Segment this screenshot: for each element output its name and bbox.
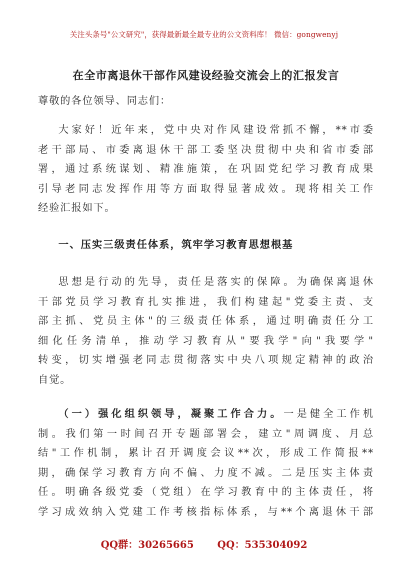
subheading-rest: 一是健全工作机 <box>283 409 374 420</box>
text-line: 干部党员学习教育扎实推进，我们构建起"党委主责、支 <box>38 296 374 308</box>
contact-footer <box>0 536 408 551</box>
text-line: 思想是行动的先导，责任是落实的保障。为确保离退休 <box>58 277 374 288</box>
paragraph-leadership <box>38 405 374 522</box>
text-line <box>38 405 374 425</box>
text-line: 自觉。 <box>38 374 72 386</box>
text-line: 经验汇报如下。 <box>38 203 116 214</box>
promo-banner: 关注头条号"公文研究"，获得最新最全最专业的公文资料库！ 微信：gongwenyj <box>69 30 339 39</box>
salutation <box>38 92 374 112</box>
paragraph-intro <box>38 121 374 219</box>
qq-number: QQ：535304092 <box>217 540 308 551</box>
text-line: 部主抓、党员主体"的三级责任体系，通过明确责任分工 <box>38 316 374 327</box>
section-heading-1 <box>38 236 374 256</box>
text-line: 任。明确各级党委（党组）在学习教育中的主体责任，将 <box>38 487 374 498</box>
text-line: 结"工作机制，累计召开调度会议**次，形成工作简报** <box>38 448 374 459</box>
heading-text: 一、压实三级责任体系，筑牢学习教育思想根基 <box>58 239 294 251</box>
subheading-text: （一）强化组织领导，凝聚工作合力。 <box>58 408 284 420</box>
text-line: 转变，切实增强老同志贯彻落实中央八项规定精神的政治 <box>38 355 374 366</box>
text-line: 制。我们第一时间召开专题部署会，建立"周调度、月总 <box>38 428 374 440</box>
document-title: 在全市离退休干部作风建设经验交流会上的汇报发言 <box>72 69 340 82</box>
text-line: 期，确保学习教育方向不偏、力度不减。二是压实主体责 <box>38 467 374 479</box>
salutation-line: 尊敬的各位领导、同志们： <box>38 96 172 107</box>
paragraph-responsibility <box>38 273 374 390</box>
text-line: 署，通过系统谋划、精准施策，在巩固党纪学习教育成果 <box>38 164 374 175</box>
text-line: 学习成效纳入党建工作考核指标体系，与**个离退休干部 <box>38 506 374 518</box>
text-line: 老干部局、市委离退休干部工委坚决贯彻中央和省市委部 <box>38 144 374 156</box>
text-line: 细化任务清单，推动学习教育从"要我学"向"我要学" <box>38 335 374 347</box>
text-line: 大家好！近年来，党中央对作风建设常抓不懈，**市委 <box>58 125 374 136</box>
qq-group: QQ群：30265665 <box>100 540 194 551</box>
text-line: 引导老同志发挥作用等方面取得显著成效。现将相关工作 <box>38 183 374 195</box>
